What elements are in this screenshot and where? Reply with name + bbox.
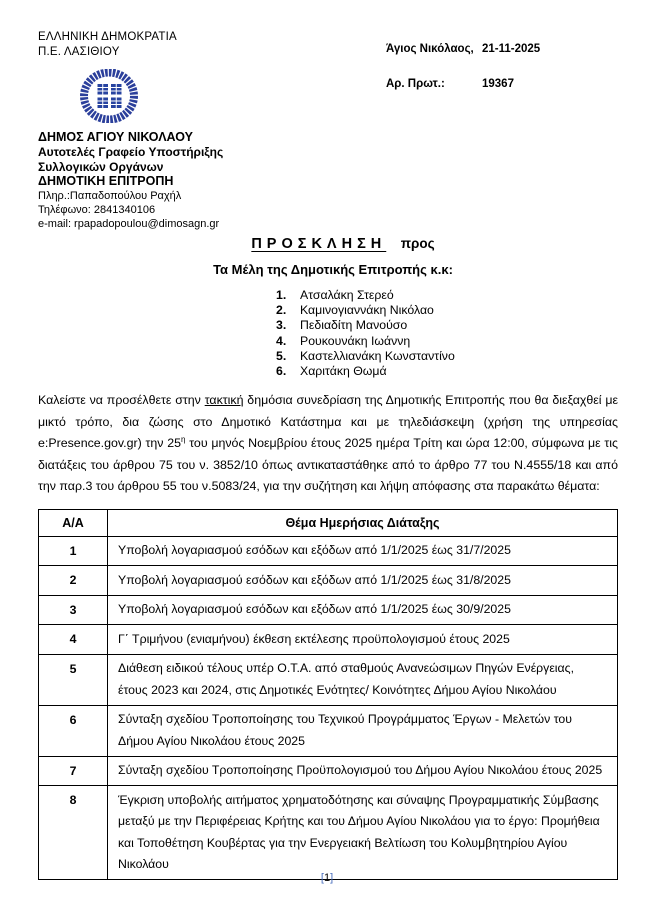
table-row xyxy=(39,654,618,705)
table-row xyxy=(39,595,618,625)
agenda-table xyxy=(38,509,618,881)
table-row xyxy=(39,625,618,655)
body-segment: του μηνός Νοεμβρίου έτους 2025 ημέρα Τρίτη και ώρα 12:00, σύμφωνα με τις διατάξεις του άρθρου 75 του ν. 3852/10 όπως αντικαταστάθηκε από το άρθρο 77 του Ν.4555/18 και από την παρ.3 του άρθρου 55 του ν.5083/24, για την συζήτηση και λήψη απόφασης στα παρακάτω θέματα: xyxy=(38,436,618,494)
agenda-number: 4 xyxy=(39,625,108,655)
protocol-label: Αρ. Πρωτ.: xyxy=(386,78,445,90)
member-name: Πεδιαδίτη Μανούσο xyxy=(300,318,408,333)
agenda-number: 7 xyxy=(39,756,108,786)
member-name: Καστελλιανάκη Κωνσταντίνο xyxy=(300,348,455,363)
column-header-number: Α/Α xyxy=(39,509,108,536)
agenda-topic: Σύνταξη σχεδίου Τροποποίησης Προϋπολογισμού του Δήμου Αγίου Νικολάου έτους 2025 xyxy=(108,756,618,786)
letterhead-right xyxy=(386,30,618,91)
agenda-number: 8 xyxy=(39,786,108,880)
table-row xyxy=(39,536,618,566)
members-list xyxy=(276,288,618,379)
office-line-2: Συλλογικών Οργάνων xyxy=(38,159,164,174)
list-item xyxy=(276,303,618,318)
member-number: 6. xyxy=(276,364,287,379)
place-date-row xyxy=(386,42,618,56)
document-date: 21-11-2025 xyxy=(482,43,541,55)
committee-name: ΔΗΜΟΤΙΚΗ ΕΠΙΤΡΟΠΗ xyxy=(38,174,174,188)
recipients-line: Τα Μέλη της Δημοτικής Επιτροπής κ.κ: xyxy=(213,262,453,277)
body-segment-superscript: η xyxy=(181,435,186,445)
republic-line: ΕΛΛΗΝΙΚΗ ΔΗΜΟΚΡΑΤΙΑ xyxy=(38,31,177,43)
protocol-row xyxy=(386,77,618,91)
greek-coat-of-arms-icon xyxy=(80,69,138,123)
list-item xyxy=(276,288,618,303)
agenda-topic: Έγκριση υποβολής αιτήματος χρηματοδότησης και σύναψης Προγραμματικής Σύμβασης μεταξύ με την Περιφέρειας Κρήτης και του Δήμου Αγίου Νικολάου για το έργο: Προμήθεια και Τοποθέτηση Κουβέρτας για την Ενεργειακή Βελτίωση του Κολυμβητηρίου Αγίου Νικολάου xyxy=(108,786,618,880)
page-number xyxy=(0,872,654,884)
agenda-topic: Υποβολή λογαριασμού εσόδων και εξόδων από 1/1/2025 έως 31/8/2025 xyxy=(108,566,618,596)
page-number-value: 1 xyxy=(323,872,331,884)
page-number-bracket: ] xyxy=(330,872,334,884)
table-row xyxy=(39,566,618,596)
member-number: 1. xyxy=(276,288,287,302)
office-line-1: Αυτοτελές Γραφείο Υποστήριξης xyxy=(38,145,224,159)
list-item xyxy=(276,334,618,349)
letterhead xyxy=(38,30,618,231)
member-name: Χαριτάκη Θωμά xyxy=(300,364,387,379)
invitation-body-paragraph xyxy=(38,390,618,498)
agenda-topic: Υποβολή λογαριασμού εσόδων και εξόδων από 1/1/2025 έως 31/7/2025 xyxy=(108,536,618,566)
agenda-number: 5 xyxy=(39,654,108,705)
contact-email: e-mail: rpapadopoulou@dimosagn.gr xyxy=(38,218,220,230)
member-number: 3. xyxy=(276,318,287,333)
table-header-row xyxy=(39,509,618,536)
list-item xyxy=(276,318,618,333)
list-item xyxy=(276,364,618,379)
region-line: Π.Ε. ΛΑΣΙΘΙΟΥ xyxy=(38,46,120,58)
table-row xyxy=(39,786,618,880)
agenda-number: 2 xyxy=(39,566,108,596)
column-header-topic: Θέμα Ημερήσιας Διάταξης xyxy=(108,509,618,536)
body-segment-underlined: τακτική xyxy=(204,393,244,408)
page-number-bracket: [ xyxy=(320,872,324,884)
agenda-number: 6 xyxy=(39,705,108,756)
agenda-topic: Σύνταξη σχεδίου Τροποποίησης του Τεχνικού Προγράμματος Έργων - Μελετών του Δήμου Αγίου Νικολάου έτους 2025 xyxy=(108,705,618,756)
list-item xyxy=(276,349,618,364)
body-segment: Καλείστε να προσέλθετε στην xyxy=(38,393,205,408)
letterhead-left xyxy=(38,30,378,231)
agenda-topic: Διάθεση ειδικού τέλους υπέρ Ο.Τ.Α. από σταθμούς Ανανεώσιμων Πηγών Ενέργειας, έτους 2023 και 2024, στις Δημοτικές Ενότητες/ Κοινότητες Δήμου Αγίου Νικολάου xyxy=(108,654,618,705)
agenda-number: 3 xyxy=(39,595,108,625)
contact-person: Πληρ.:Παπαδοπούλου Ραχήλ xyxy=(38,190,182,202)
invitation-title: ΠΡΟΣΚΛΗΣΗ xyxy=(251,236,387,252)
contact-phone: Τηλέφωνο: 2841340106 xyxy=(38,204,156,216)
invitation-title-line xyxy=(38,235,618,253)
member-name: Ατσαλάκη Στερεό xyxy=(300,288,394,302)
protocol-number: 19367 xyxy=(482,78,514,90)
table-row xyxy=(39,705,618,756)
agenda-topic: Γ΄ Τριμήνου (ενιαμήνου) έκθεση εκτέλεσης προϋπολογισμού έτους 2025 xyxy=(108,625,618,655)
member-number: 2. xyxy=(276,303,287,318)
municipality-name: ΔΗΜΟΣ ΑΓΙΟΥ ΝΙΚΟΛΑΟΥ xyxy=(38,130,193,144)
table-row xyxy=(39,756,618,786)
place-label: Άγιος Νικόλαος, xyxy=(386,43,474,55)
member-number: 4. xyxy=(276,333,287,348)
body-segment: δημόσια συνεδρίαση της Δημοτικής Επιτροπής που θα διεξαχθεί με μικτό τρόπο, δια ζώσης στο Δημοτικό Κατάστημα και με τηλεδιάσκεψη (χρήση της υπηρεσίας e:Presence.gov.gr) την 25 xyxy=(38,393,619,451)
member-number: 5. xyxy=(276,348,287,363)
member-name: Καμινογιαννάκη Νικόλαο xyxy=(300,303,434,318)
agenda-number: 1 xyxy=(39,536,108,566)
agenda-topic: Υποβολή λογαριασμού εσόδων και εξόδων από 1/1/2025 έως 30/9/2025 xyxy=(108,595,618,625)
member-name: Ρουκουνάκη Ιωάννη xyxy=(300,333,411,348)
invitation-title-suffix: προς xyxy=(400,236,435,251)
